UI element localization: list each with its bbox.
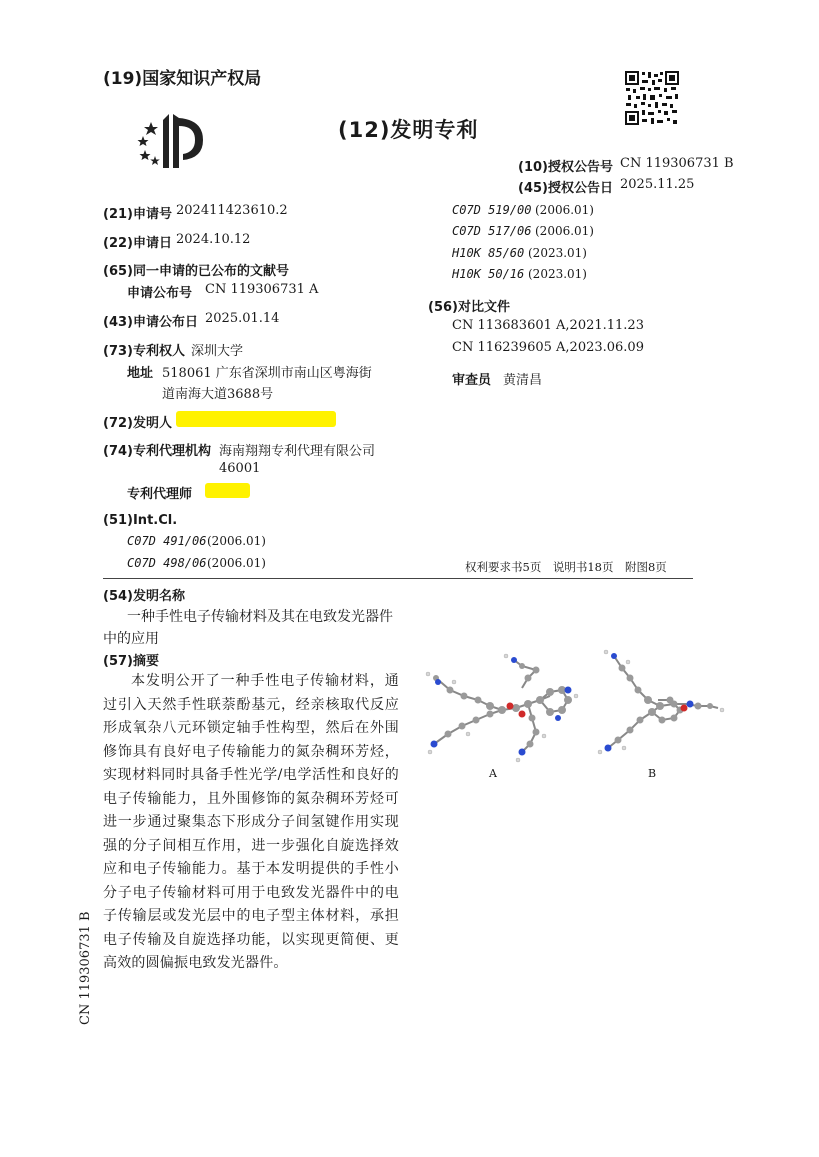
agent-redaction [205,483,250,498]
app-no-value: 202411423610.2 [176,203,288,218]
class-ver-3: (2023.01) [528,246,587,260]
molecule-models-icon [418,648,728,778]
cited-1: CN 113683601 A,2021.11.23 [452,318,644,333]
grant-date-label: (45)授权公告日 [518,181,613,196]
cited-label: (56)对比文件 [428,300,510,315]
grant-no-label: (10)授权公告号 [518,160,613,175]
inventor-label: (72)发明人 [103,416,172,431]
abstract-label: (57)摘要 [103,654,159,669]
logo [133,112,213,172]
qr-code [624,70,680,126]
molecular-figure [418,648,728,778]
prior-pub-label: 申请公布号 [127,286,193,301]
figure-label-a: A [489,767,497,780]
class-ver-2: (2006.01) [535,224,594,238]
address-label: 地址 [127,366,154,381]
invention-title: 一种手性电子传输材料及其在电致发光器件中的应用 [103,609,393,647]
address-line1: 518061 广东省深圳市南山区粤海街 [162,366,372,381]
cited-2: CN 116239605 A,2023.06.09 [452,340,644,355]
class-ver-4: (2023.01) [528,267,587,281]
intcl-label: (51)Int.Cl. [103,513,178,528]
cnipa-logo-icon [133,112,213,172]
examiner-label: 审查员 [452,373,492,388]
intcl-ver-2: (2006.01) [207,556,266,570]
app-date-value: 2024.10.12 [176,232,251,247]
abstract-body: 本发明公开了一种手性电子传输材料，通过引入天然手性联萘酚基元，经亲核取代反应形成氧杂八元环锁定轴手性构型，然后在外围修饰具有良好电子传输能力的氮杂稠环芳烃，实现材料同时具备手性光学/电学活性和良好的电子传输能力，且外围修饰的氮杂稠环芳烃可进一步通过聚集态下形成分子间氢键作用实现强的分子间相互作用，进一步强化自旋选择效应和电子传输能力。基于本发明提供的手性小分子电子传输材料可用于电致发光器件中的电子传输层或发光层中的电子型主体材料，承担电子传输及自旋选择功能，以实现更简便、更高效的圆偏振电致发光器件。 [103,673,399,971]
grant-no-value: CN 119306731 B [620,156,734,171]
class-code-3: H10K 85/60 [452,246,525,260]
figure-label-b: B [648,767,657,780]
agency-line1: 海南翔翔专利代理有限公司 [219,444,376,459]
pub-date-label: (43)申请公布日 [103,315,198,330]
class-ver-1: (2006.01) [535,203,594,217]
inventor-redaction [176,411,336,427]
app-no-label: (21)申请号 [103,207,172,222]
molecule-a [434,660,568,752]
agent-label: 专利代理师 [127,487,193,502]
agency-label: (74)专利代理机构 [103,444,211,459]
patentee-value: 深圳大学 [191,344,244,359]
address-line2: 道南海大道3688号 [162,387,274,402]
office-name: (19)国家知识产权局 [103,69,262,89]
class-code-1: C07D 519/00 [452,203,532,217]
intcl-code-2: C07D 498/06 [127,556,207,570]
document-type: (12)发明专利 [338,118,479,142]
prior-pub-heading: (65)同一申请的已公布的文献号 [103,264,289,279]
grant-date-value: 2025.11.25 [620,177,695,192]
intcl-code-1: C07D 491/06 [127,534,207,548]
spine-pub-number: CN 119306731 B [78,911,93,1025]
section-divider [103,578,693,579]
prior-pub-value: CN 119306731 A [205,282,319,297]
agency-line2: 46001 [219,461,261,476]
intcl-ver-1: (2006.01) [207,534,266,548]
app-date-label: (22)申请日 [103,236,172,251]
examiner-value: 黄清昌 [503,373,543,388]
class-code-2: C07D 517/06 [452,224,532,238]
qr-code-icon [624,70,680,126]
page-counts: 权利要求书5页 说明书18页 附图8页 [465,560,667,574]
pub-date-value: 2025.01.14 [205,311,280,326]
title-label: (54)发明名称 [103,589,185,604]
patentee-label: (73)专利权人 [103,344,185,359]
class-code-4: H10K 50/16 [452,267,525,281]
